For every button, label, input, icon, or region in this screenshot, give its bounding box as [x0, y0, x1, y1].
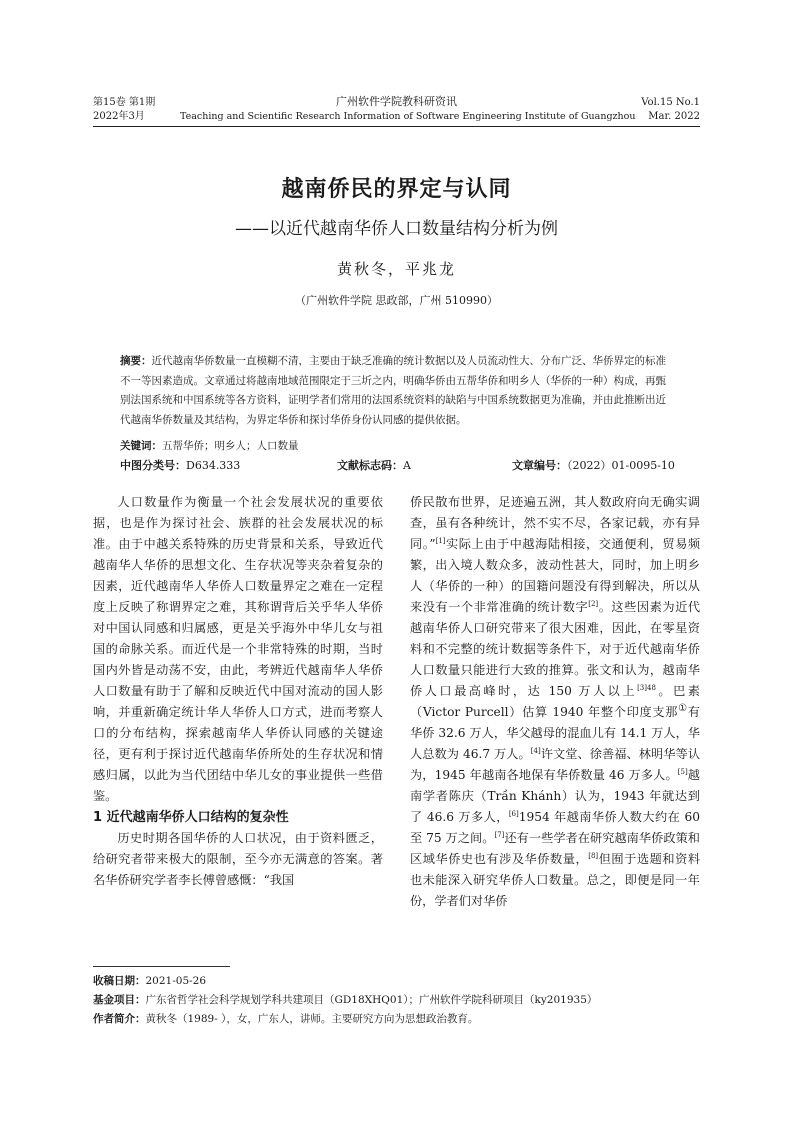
body-right-column — [410, 492, 700, 912]
clc-label: 中图分类号： — [120, 459, 186, 472]
paper-subtitle: ——以近代越南华侨人口数量结构分析为例 — [235, 219, 558, 239]
body-paragraph: 人口数量作为衡量一个社会发展状况的重要依据，也是作为探讨社会、族群的社会发展状况的标准。由于中越关系特殊的历史背景和关系，导致近代越南华人华侨的思想文化、生存状况等夹杂着复杂的因素，近代越南华人华侨人口数量界定之难在一定程度上反映了称谓界定之难，其称谓背后关乎华人华侨对中国认同感和归属感，更是关乎海外中华儿女与祖国的命脉关系。而近代是一个非常特殊的时期，当时国内外皆是动荡不安，由此，考辨近代越南华人华侨人口数量有助于了解和反映近代中国对流动的国人影响，并重新确定统计华人华侨人口方式，进而考察人口的分布结构，探索越南华人华侨认同感的关键途径，更有利于探讨近代越南华侨所处的生存状况和情感归属，以此为当代团结中华儿女的事业提供一些借鉴。 — [93, 495, 383, 803]
abstract — [120, 352, 675, 430]
abstract-label: 摘要： — [120, 355, 152, 367]
document-code — [337, 458, 411, 474]
footnote-marker[interactable]: ① — [678, 702, 688, 714]
paper-affiliation: （广州软件学院 思政部，广州 510990） — [295, 294, 498, 307]
abstract-text: 近代越南华侨数量一直模糊不清，主要由于缺乏准确的统计数据以及人员流动性大、分布广泛、华侨界定的标准不一等因素造成。文章通过将越南地域范围限定于三圻之内，明确华侨由五帮华侨和明乡人（华侨的一种）构成，再甄别法国系统和中国系统等各方资料，证明学者们常用的法国系统资料的缺陷与中国系统数据更为准确，并由此推断出近代越南华侨数量及其结构，为界定华侨和探讨华侨身份认同感的提供依据。 — [120, 355, 666, 426]
citation[interactable]: [4] — [530, 746, 541, 755]
footnote-fund: 基金项目：广东省哲学社会科学规划学科共建项目（GD18XHQ01）；广州软件学院科研项目（ky201935） — [93, 994, 598, 1006]
footnote-rule — [93, 966, 230, 967]
body-paragraph: 侨民散布世界，足迹遍五洲，其人数政府向无确实调查，虽有各种统计，然不实不尽，各家记载，亦有异同。”[1]实际上由于中越海陆相接，交通便利，贸易频繁，出入境人数众多，波动性甚大，同时，加上明乡人（华侨的一种）的国籍问题没有得到解决，所以从来没有一个非常准确的统计数字[2]。这些因素为近代越南华侨人口研究带来了很大困难，因此，在零星资料和不完整的统计数据等条件下，对于近代越南华侨人口数量只能进行大致的推算。张文和认为，越南华侨人口最高峰时，达 150 万人以上$^{[3]48}$。巴素（Victor Purcell）估算 1940 年整个印度支那①有华侨 32.6 万人，华父越母的混血儿有 14.1 万人，华人总数为 46.7 万人。[4]许文堂、徐善福、林明华等认为，1945 年越南各地保有华侨数量 46 万多人。[5]越南学者陈庆（Trần Khánh）认为，1943 年就达到了 46.6 万多人，[6]1954 年越南华侨人数大约在 60 至 75 万之间。[7]还有一些学者在研究越南华侨政策和区域华侨史也有涉及华侨数量，[8]但囿于选题和资料也未能深入研究华侨人口数量。总之，即便是同一年份，学者们对华侨 — [410, 495, 701, 908]
paper-authors: 黄秋冬，平兆龙 — [336, 260, 456, 278]
body-left-column — [93, 492, 383, 891]
article-number-label: 文章编号： — [512, 459, 567, 472]
keywords-text: 五帮华侨；明乡人；人口数量 — [162, 440, 299, 452]
clc-value: D634.333 — [186, 459, 241, 472]
keywords — [120, 437, 675, 455]
citation[interactable]: [5] — [677, 767, 688, 776]
document-code-value: A — [403, 459, 411, 472]
clc-number — [120, 458, 240, 474]
citation[interactable]: [3]48 — [637, 683, 656, 692]
footnote-received: 收稿日期：2021-05-26 — [93, 975, 207, 987]
paper-title: 越南侨民的界定与认同 — [281, 177, 512, 202]
footnote-author: 作者简介：黄秋冬（1989- ），女，广东人，讲师。主要研究方向为思想政治教育。 — [93, 1013, 479, 1025]
header-volume-issue-en: Vol.15 No.1 — [641, 97, 700, 108]
article-number-value: （2022）01-0095-10 — [567, 459, 675, 472]
header-journal-en: Teaching and Scientific Research Information of Software Engineering Institute of Guangzhou — [180, 111, 636, 122]
citation[interactable]: [7] — [494, 830, 505, 839]
citation[interactable]: [1] — [435, 536, 446, 545]
citation[interactable]: [6] — [508, 809, 519, 818]
document-code-label: 文献标志码： — [337, 459, 403, 472]
header-journal-cn: 广州软件学院教科研资讯 — [336, 95, 457, 108]
header-date-cn: 2022年3月 — [93, 111, 145, 122]
citation[interactable]: [8] — [588, 851, 599, 860]
article-number — [512, 458, 675, 474]
section-heading-1: 1 近代越南华侨人口结构的复杂性 — [93, 810, 289, 825]
citation[interactable]: [2] — [588, 599, 599, 608]
header-date-en: Mar. 2022 — [648, 111, 700, 122]
header-volume-issue-cn: 第15卷 第1期 — [93, 97, 156, 108]
keywords-label: 关键词： — [120, 440, 162, 452]
header-rule — [93, 126, 700, 127]
body-paragraph: 历史时期各国华侨的人口状况，由于资料匮乏，给研究者带来极大的限制，至今亦无满意的答案。著名华侨研究学者李长傅曾感慨：“我国 — [93, 831, 383, 887]
